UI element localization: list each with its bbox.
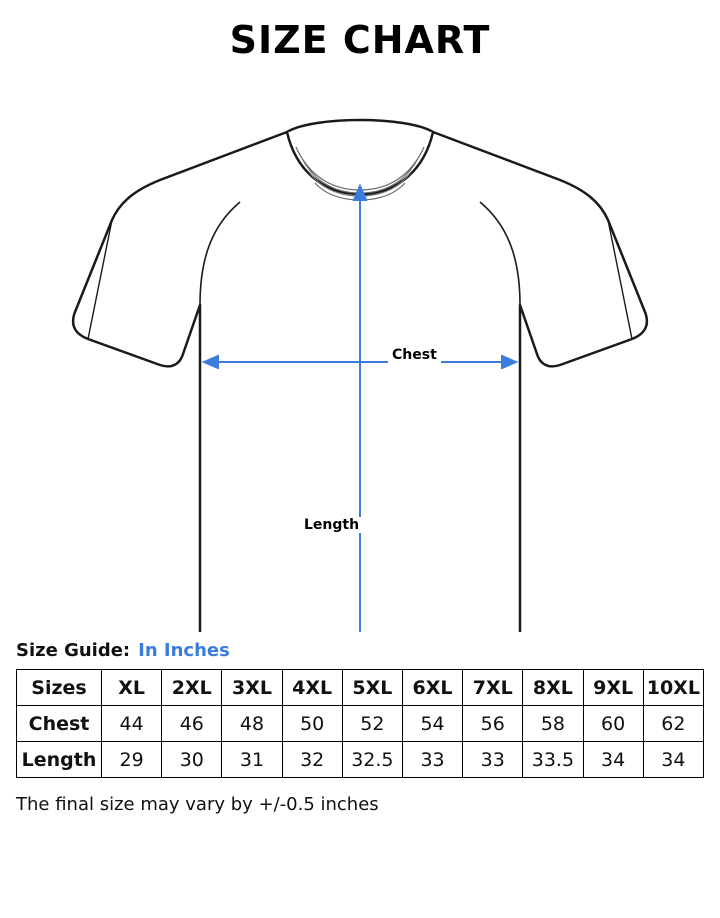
table-header-cell: 2XL [162, 670, 222, 706]
size-guide-unit: In Inches [138, 640, 230, 661]
table-header-cell: 6XL [402, 670, 462, 706]
table-cell: 60 [583, 706, 643, 742]
size-table [16, 669, 704, 778]
table-row [17, 670, 704, 706]
table-cell: 31 [222, 742, 282, 778]
table-cell: 34 [583, 742, 643, 778]
table-cell: 30 [162, 742, 222, 778]
tshirt-illustration [0, 62, 720, 632]
table-cell: 29 [102, 742, 162, 778]
row-label-chest: Chest [17, 706, 102, 742]
table-header-cell: 4XL [282, 670, 342, 706]
table-cell: 58 [523, 706, 583, 742]
size-footnote: The final size may vary by +/-0.5 inches [16, 794, 379, 815]
size-guide-heading [16, 640, 720, 661]
table-header-cell: 3XL [222, 670, 282, 706]
table-header-cell: 10XL [643, 670, 703, 706]
table-cell: 34 [643, 742, 703, 778]
table-header-cell: 8XL [523, 670, 583, 706]
table-cell: 62 [643, 706, 703, 742]
table-header-cell: 5XL [342, 670, 402, 706]
size-chart-page [0, 18, 720, 918]
table-header-cell: Sizes [17, 670, 102, 706]
tshirt-diagram [0, 62, 720, 632]
table-cell: 46 [162, 706, 222, 742]
table-cell: 32.5 [342, 742, 402, 778]
table-cell: 33.5 [523, 742, 583, 778]
table-header-cell: 7XL [463, 670, 523, 706]
chest-measure-label: Chest [388, 347, 441, 363]
table-header-cell: XL [102, 670, 162, 706]
table-cell: 33 [463, 742, 523, 778]
table-row [17, 706, 704, 742]
table-cell: 44 [102, 706, 162, 742]
table-cell: 48 [222, 706, 282, 742]
table-cell: 50 [282, 706, 342, 742]
table-cell: 54 [402, 706, 462, 742]
table-cell: 32 [282, 742, 342, 778]
table-header-cell: 9XL [583, 670, 643, 706]
size-guide-label: Size Guide: [16, 640, 131, 661]
row-label-length: Length [17, 742, 102, 778]
page-title: SIZE CHART [229, 18, 491, 62]
table-cell: 33 [402, 742, 462, 778]
length-measure-label: Length [300, 517, 363, 533]
table-cell: 52 [342, 706, 402, 742]
table-cell: 56 [463, 706, 523, 742]
table-row [17, 742, 704, 778]
